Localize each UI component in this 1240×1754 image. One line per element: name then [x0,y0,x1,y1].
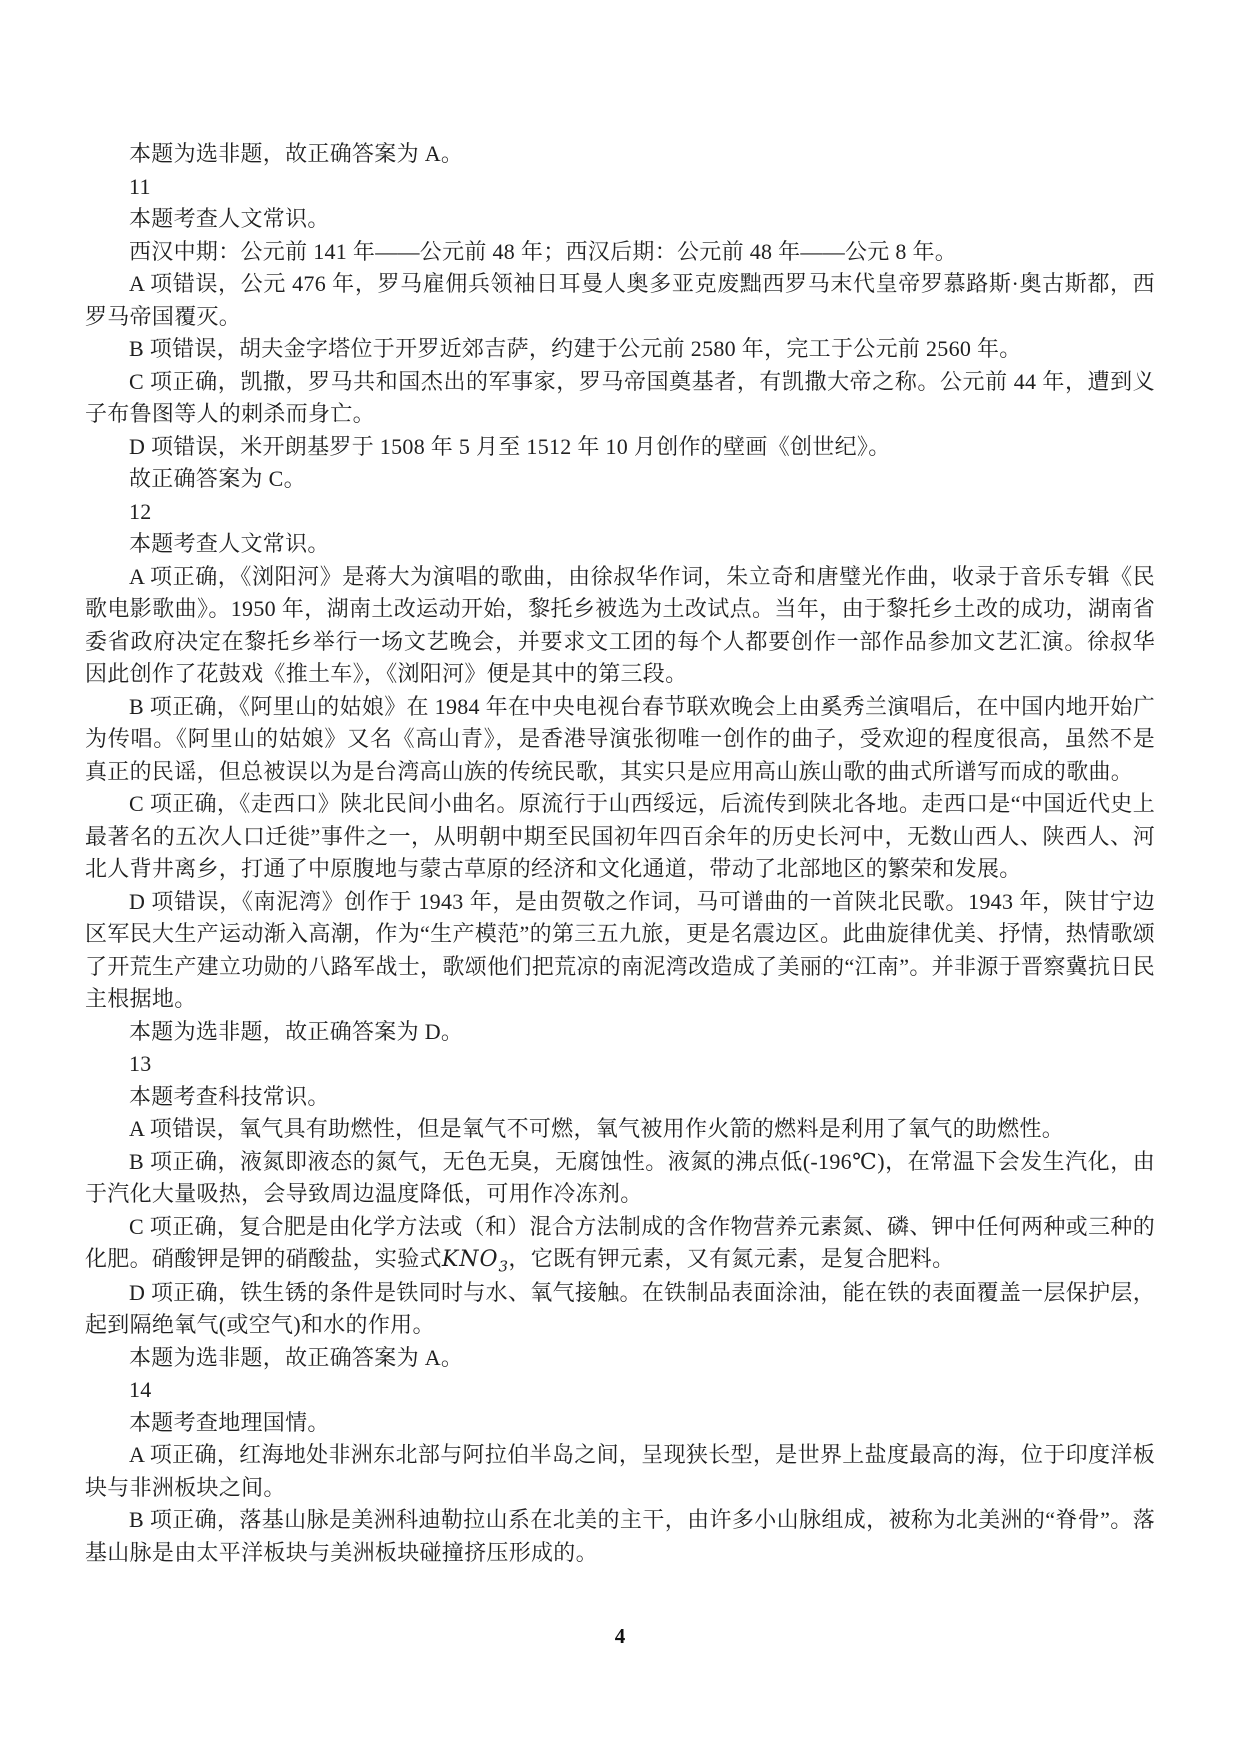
page-number: 4 [614,1624,626,1648]
option-b-explanation: B 项正确，液氮即液态的氮气，无色无臭，无腐蚀性。液氮的沸点低(-196℃)，在常温下会发生汽化，由于汽化大量吸热，会导致周边温度降低，可用作冷冻剂。 [85,1148,1155,1206]
question-number-14: 14 [129,1377,152,1402]
answer-explanations-text-block [85,138,1155,1569]
exam-point: 本题考查人文常识。 [129,531,330,556]
question-number-12: 12 [129,498,152,524]
answer-conclusion: 故正确答案为 C。 [129,466,306,491]
option-b-explanation: B 项正确，落基山脉是美洲科迪勒拉山系在北美的主干，由许多小山脉组成，被称为北美洲的“脊骨”。落基山脉是由太平洋板块与美洲板块碰撞挤压形成的。 [85,1507,1155,1565]
option-a-explanation: A 项正确，《浏阳河》是蒋大为演唱的歌曲，由徐叔华作词，朱立奇和唐璧光作曲，收录于音乐专辑《民歌电影歌曲》。1950 年，湖南土改运动开始，黎托乡被选为土改试点。当年，由于黎托乡土改的成功，湖南省委省政府决定在黎托乡举行一场文艺晚会，并要求文工团的每个人都要创作一部作品参加文艺汇演。徐叔华因此创作了花鼓戏《推土车》，《浏阳河》便是其中的第三段。 [85,563,1155,686]
formula-base: KNO [441,1247,499,1272]
option-a-explanation: A 项错误，公元 476 年，罗马雇佣兵领袖日耳曼人奥多亚克废黜西罗马末代皇帝罗慕路斯·奥古斯都，西罗马帝国覆灭。 [85,271,1155,329]
option-c-explanation: C 项正确，《走西口》陕北民间小曲名。原流行于山西绥远，后流传到陕北各地。走西口是“中国近代史上最著名的五次人口迁徙”事件之一，从明朝中期至民国初年四百余年的历史长河中，无数山西人、陕西人、河北人背井离乡，打通了中原腹地与蒙古草原的经济和文化通道，带动了北部地区的繁荣和发展。 [85,791,1155,881]
option-d-explanation: D 项错误，《南泥湾》创作于 1943 年，是由贺敬之作词，马可谱曲的一首陕北民歌。1943 年，陕甘宁边区军民大生产运动渐入高潮，作为“生产模范”的第三五九旅，更是名震边区。此曲旋律优美、抒情，热情歌颂了开荒生产建立功勋的八路军战士，歌颂他们把荒凉的南泥湾改造成了美丽的“江南”。并非源于晋察冀抗日民主根据地。 [85,888,1155,1011]
option-d-explanation: D 项错误，米开朗基罗于 1508 年 5 月至 1512 年 10 月创作的壁画《创世纪》。 [129,433,891,459]
question-number-11: 11 [129,173,151,199]
question-number-13: 13 [129,1051,152,1076]
option-c-explanation [85,1211,1155,1277]
option-a-explanation: A 项错误，氧气具有助燃性，但是氧气不可燃，氧气被用作火箭的燃料是利用了氧气的助燃性。 [129,1116,1065,1141]
exam-point: 本题考查地理国情。 [129,1409,330,1435]
answer-conclusion: 本题为选非题，故正确答案为 A。 [129,141,464,166]
option-c-text-after-formula: ，它既有钾元素，又有氮元素，是复合肥料。 [508,1246,955,1271]
answer-conclusion: 本题为选非题，故正确答案为 D。 [129,1018,464,1044]
exam-point: 本题考查科技常识。 [129,1083,330,1109]
option-c-explanation: C 项正确，凯撒，罗马共和国杰出的军事家，罗马帝国奠基者，有凯撒大帝之称。公元前 44 年，遭到义子布鲁图等人的刺杀而身亡。 [85,368,1155,426]
chemical-formula-kno3 [441,1247,509,1276]
explanation-line: 西汉中期：公元前 141 年——公元前 48 年；西汉后期：公元前 48 年——公元 8 年。 [129,238,958,264]
option-a-explanation: A 项正确，红海地处非洲东北部与阿拉伯半岛之间，呈现狭长型，是世界上盐度最高的海，位于印度洋板块与非洲板块之间。 [85,1442,1155,1500]
formula-subscript: 3 [498,1257,509,1276]
option-c-text-before-formula: C 项正确，复合肥是由化学方法或（和）混合方法制成的含作物营养元素氮、磷、钾中任何两种或三种的化肥。硝酸钾是钾的硝酸盐，实验式 [85,1213,1155,1271]
answer-conclusion: 本题为选非题，故正确答案为 A。 [129,1344,464,1370]
option-d-explanation: D 项正确，铁生锈的条件是铁同时与水、氧气接触。在铁制品表面涂油，能在铁的表面覆盖一层保护层，起到隔绝氧气(或空气)和水的作用。 [85,1279,1155,1337]
exam-point: 本题考查人文常识。 [129,206,330,231]
option-b-explanation: B 项正确，《阿里山的姑娘》在 1984 年在中央电视台春节联欢晚会上由奚秀兰演唱后，在中国内地开始广为传唱。《阿里山的姑娘》又名《高山青》，是香港导演张彻唯一创作的曲子，受欢迎的程度很高，虽然不是真正的民谣，但总被误以为是台湾高山族的传统民歌，其实只是应用高山族山歌的曲式所谱写而成的歌曲。 [85,693,1155,784]
option-b-explanation: B 项错误，胡夫金字塔位于开罗近郊吉萨，约建于公元前 2580 年，完工于公元前 2560 年。 [129,336,1022,361]
